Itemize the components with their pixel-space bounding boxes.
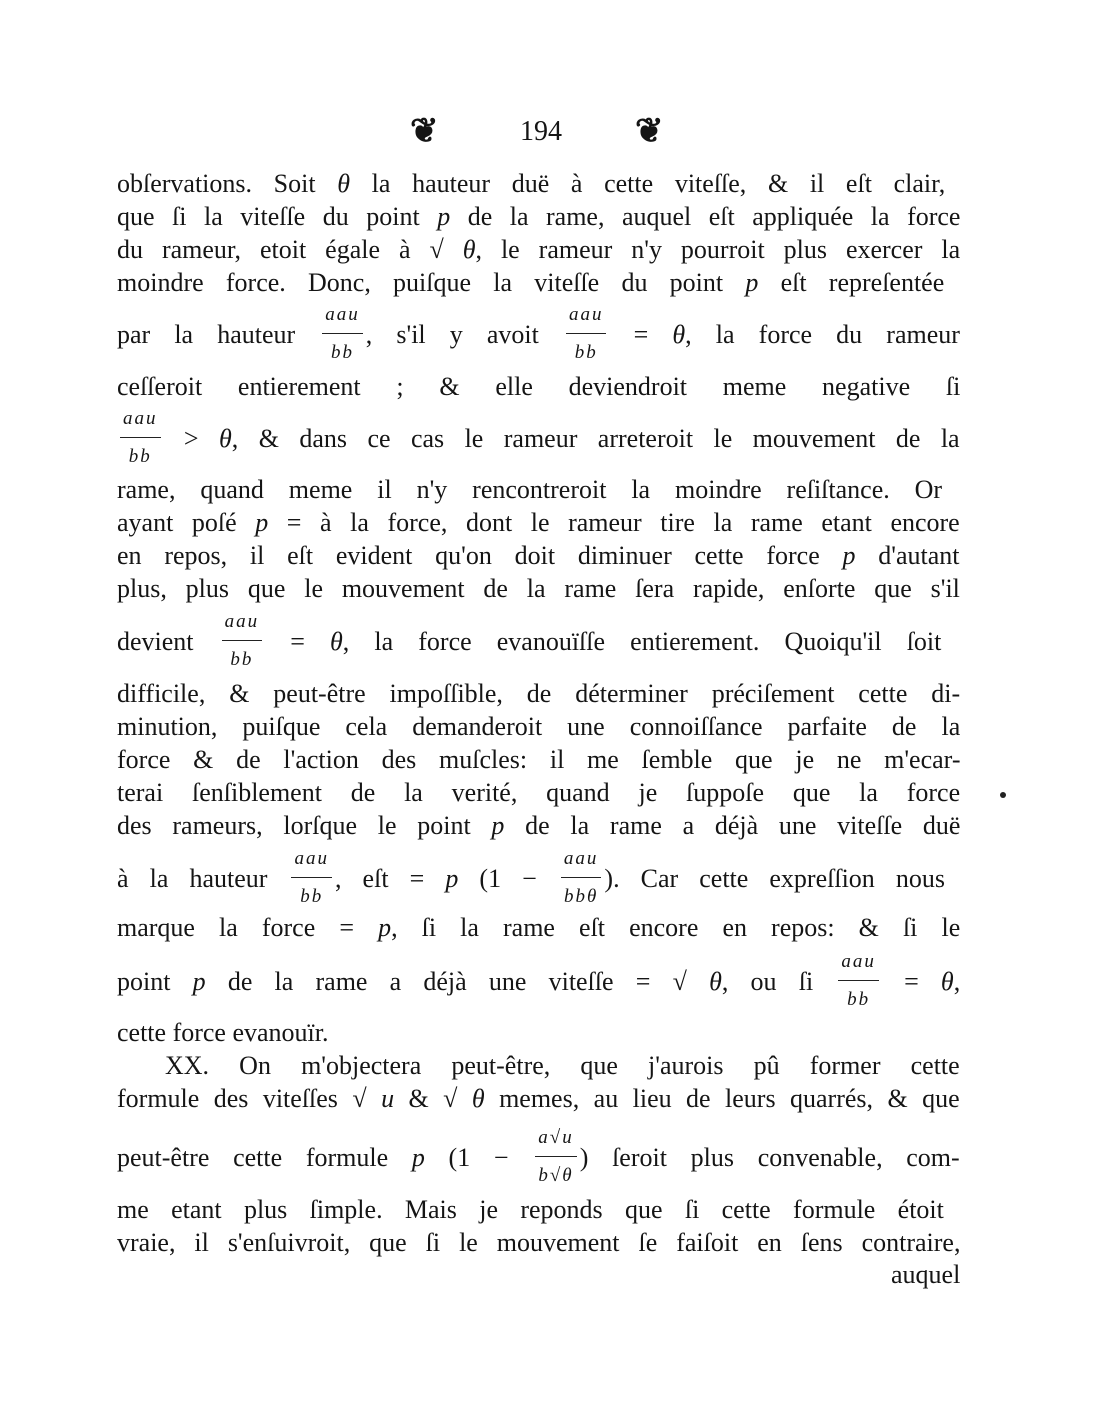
math-variable: p [378, 913, 392, 942]
math-variable: θ [471, 1084, 485, 1113]
ornament-right-icon: ❦ [635, 113, 664, 150]
fraction-numerator: aau [222, 614, 263, 641]
fraction-numerator: aau [120, 411, 161, 438]
math-variable: p [192, 967, 206, 996]
text-run: peut-être cette formule [117, 1143, 412, 1172]
text-line [117, 1194, 944, 1226]
text-run: , ou ſi [721, 967, 836, 996]
text-run: terai ſenſiblement de la verité, quand je ſuppoſe que la force [117, 778, 961, 807]
fraction-denominator: bb [574, 342, 598, 363]
text-run: (1 − [458, 864, 558, 893]
text-line [117, 408, 960, 467]
text-run: à la hauteur [117, 864, 289, 893]
text-run: ) ſeroit plus convenable, com- [579, 1143, 960, 1172]
text-line [117, 474, 942, 506]
text-run: ). Car cette expreſſion nous [604, 864, 945, 893]
text-run: , eſt = [334, 864, 446, 893]
math-variable: p [445, 864, 459, 893]
text-run: ceſſeroit entierement ; & elle deviendroit meme negative ſi [117, 372, 961, 401]
fraction [291, 848, 332, 907]
fraction [535, 1127, 576, 1186]
text-run: eſt repreſentée [758, 268, 945, 297]
text-line [117, 912, 960, 944]
text-run: (1 − [424, 1143, 533, 1172]
text-run: > [163, 424, 220, 453]
text-line [117, 711, 960, 743]
fraction-denominator: bb [847, 989, 871, 1010]
text-line [117, 951, 961, 1010]
fraction [561, 848, 602, 907]
fraction-numerator: aau [322, 307, 363, 334]
text-line [117, 267, 944, 299]
fraction-denominator: bb [331, 342, 355, 363]
text-run: = [881, 967, 941, 996]
fraction [322, 304, 363, 363]
math-variable: p [491, 811, 505, 840]
text-run: de la rame a déjà une viteſſe = √ [205, 967, 710, 996]
text-line [117, 507, 960, 539]
text-run: devient [117, 627, 219, 656]
text-run: des rameurs, lorſque le point [117, 811, 492, 840]
text-run: ayant poſé [117, 508, 256, 537]
text-run: point [117, 967, 193, 996]
fraction-denominator: b√θ [538, 1165, 574, 1186]
math-variable: p [745, 268, 759, 297]
fraction-denominator: bbθ [563, 886, 599, 907]
text-line [117, 371, 960, 403]
fraction [838, 951, 879, 1010]
fraction-denominator: bb [230, 649, 254, 670]
running-header [0, 112, 1100, 152]
text-run: formule des viteſſes √ [117, 1084, 382, 1113]
math-variable: u [381, 1084, 395, 1113]
text-line [117, 201, 960, 233]
math-variable: θ [709, 967, 722, 996]
fraction-numerator: aau [838, 954, 879, 981]
text-line [117, 1017, 329, 1049]
text-run: d'autant [855, 541, 960, 570]
text-line [117, 168, 945, 200]
text-run: la hauteur duë à cette viteſſe, & il eſt clair, [350, 169, 946, 198]
fraction-numerator: a√u [535, 1130, 576, 1157]
text-run: obſervations. Soit [117, 169, 338, 198]
math-variable: p [411, 1143, 425, 1172]
text-run: , la force evanouïſſe entierement. Quoiqu'il ſoit [342, 627, 942, 656]
text-run: en repos, il eſt evident qu'on doit diminuer cette force [117, 541, 843, 570]
text-line [117, 678, 960, 710]
fraction-numerator: aau [561, 851, 602, 878]
math-variable: p [255, 508, 269, 537]
math-variable: θ [337, 169, 351, 198]
text-run: & √ [394, 1084, 472, 1113]
text-line [891, 1259, 960, 1291]
text-run: de la rame, auquel eſt appliquée la force [450, 202, 961, 231]
text-line [117, 848, 945, 907]
text-line [117, 744, 960, 776]
math-variable: θ [462, 235, 476, 264]
fraction-denominator: bb [128, 446, 152, 467]
math-variable: p [437, 202, 451, 231]
text-run: , s'il y avoit [365, 320, 563, 349]
text-run: minution, puiſque cela demanderoit une connoiſſance parfaite de la [117, 712, 961, 741]
text-run: que ſi la viteſſe du point [117, 202, 438, 231]
math-variable: θ [219, 424, 232, 453]
text-run: = [265, 627, 331, 656]
text-run: , la force du rameur [685, 320, 960, 349]
text-run: vraie, il s'enſuivroit, que ſi le mouvement ſe faiſoit en ſens contraire, [117, 1228, 961, 1257]
fraction [222, 611, 263, 670]
text-run: marque la force = [117, 913, 379, 942]
text-run: cette force evanouïr. [117, 1018, 329, 1047]
text-run: de la rame a déjà une viteſſe duë [504, 811, 961, 840]
text-run: , & dans ce cas le rameur arreteroit le mouvement de la [231, 424, 960, 453]
fraction [566, 304, 607, 363]
text-run: , ſi la rame eſt encore en repos: & ſi le [391, 913, 961, 942]
page-number: 194 [520, 116, 562, 147]
text-line [117, 234, 960, 266]
text-run: moindre force. Donc, puiſque la viteſſe du point [117, 268, 746, 297]
text-run: = [609, 320, 673, 349]
text-run: , le rameur n'y pourroit plus exercer la [475, 235, 961, 264]
text-run: force & de l'action des muſcles: il me ſemble que je ne m'ecar- [117, 745, 961, 774]
text-line [117, 1127, 960, 1186]
text-run: du rameur, etoit égale à √ [117, 235, 463, 264]
math-variable: θ [330, 627, 343, 656]
text-run: auquel [891, 1260, 961, 1289]
text-line [117, 304, 960, 363]
text-line [117, 573, 960, 605]
math-variable: θ [672, 320, 686, 349]
fraction-denominator: bb [300, 886, 324, 907]
text-run: par la hauteur [117, 320, 320, 349]
text-run: = à la force, dont le rameur tire la rame etant encore [268, 508, 960, 537]
text-run: plus, plus que le mouvement de la rame ſera rapide, enſorte que s'il [117, 574, 960, 603]
text-run: XX. On m'objectera peut-être, que j'aurois pû former cette [165, 1051, 960, 1080]
ornament-left-icon: ❦ [410, 113, 439, 150]
text-line [117, 611, 942, 670]
text-line [117, 810, 960, 842]
text-run: me etant plus ſimple. Mais je reponds que ſi cette formule étoit [117, 1195, 944, 1224]
text-line [117, 777, 960, 809]
text-line [117, 1083, 960, 1115]
math-variable: p [842, 541, 856, 570]
text-run: memes, au lieu de leurs quarrés, & que [484, 1084, 960, 1113]
text-run: rame, quand meme il n'y rencontreroit la moindre reſiſtance. Or [117, 475, 943, 504]
fraction-numerator: aau [566, 307, 607, 334]
fraction-numerator: aau [291, 851, 332, 878]
math-variable: θ [940, 967, 954, 996]
text-run: difficile, & peut-être impoſſible, de déterminer préciſement cette di- [117, 679, 961, 708]
text-line [117, 1227, 960, 1259]
text-line [117, 540, 960, 572]
text-line [165, 1050, 960, 1082]
text-run: , [953, 967, 961, 996]
stray-mark [1000, 792, 1006, 798]
fraction [120, 408, 161, 467]
